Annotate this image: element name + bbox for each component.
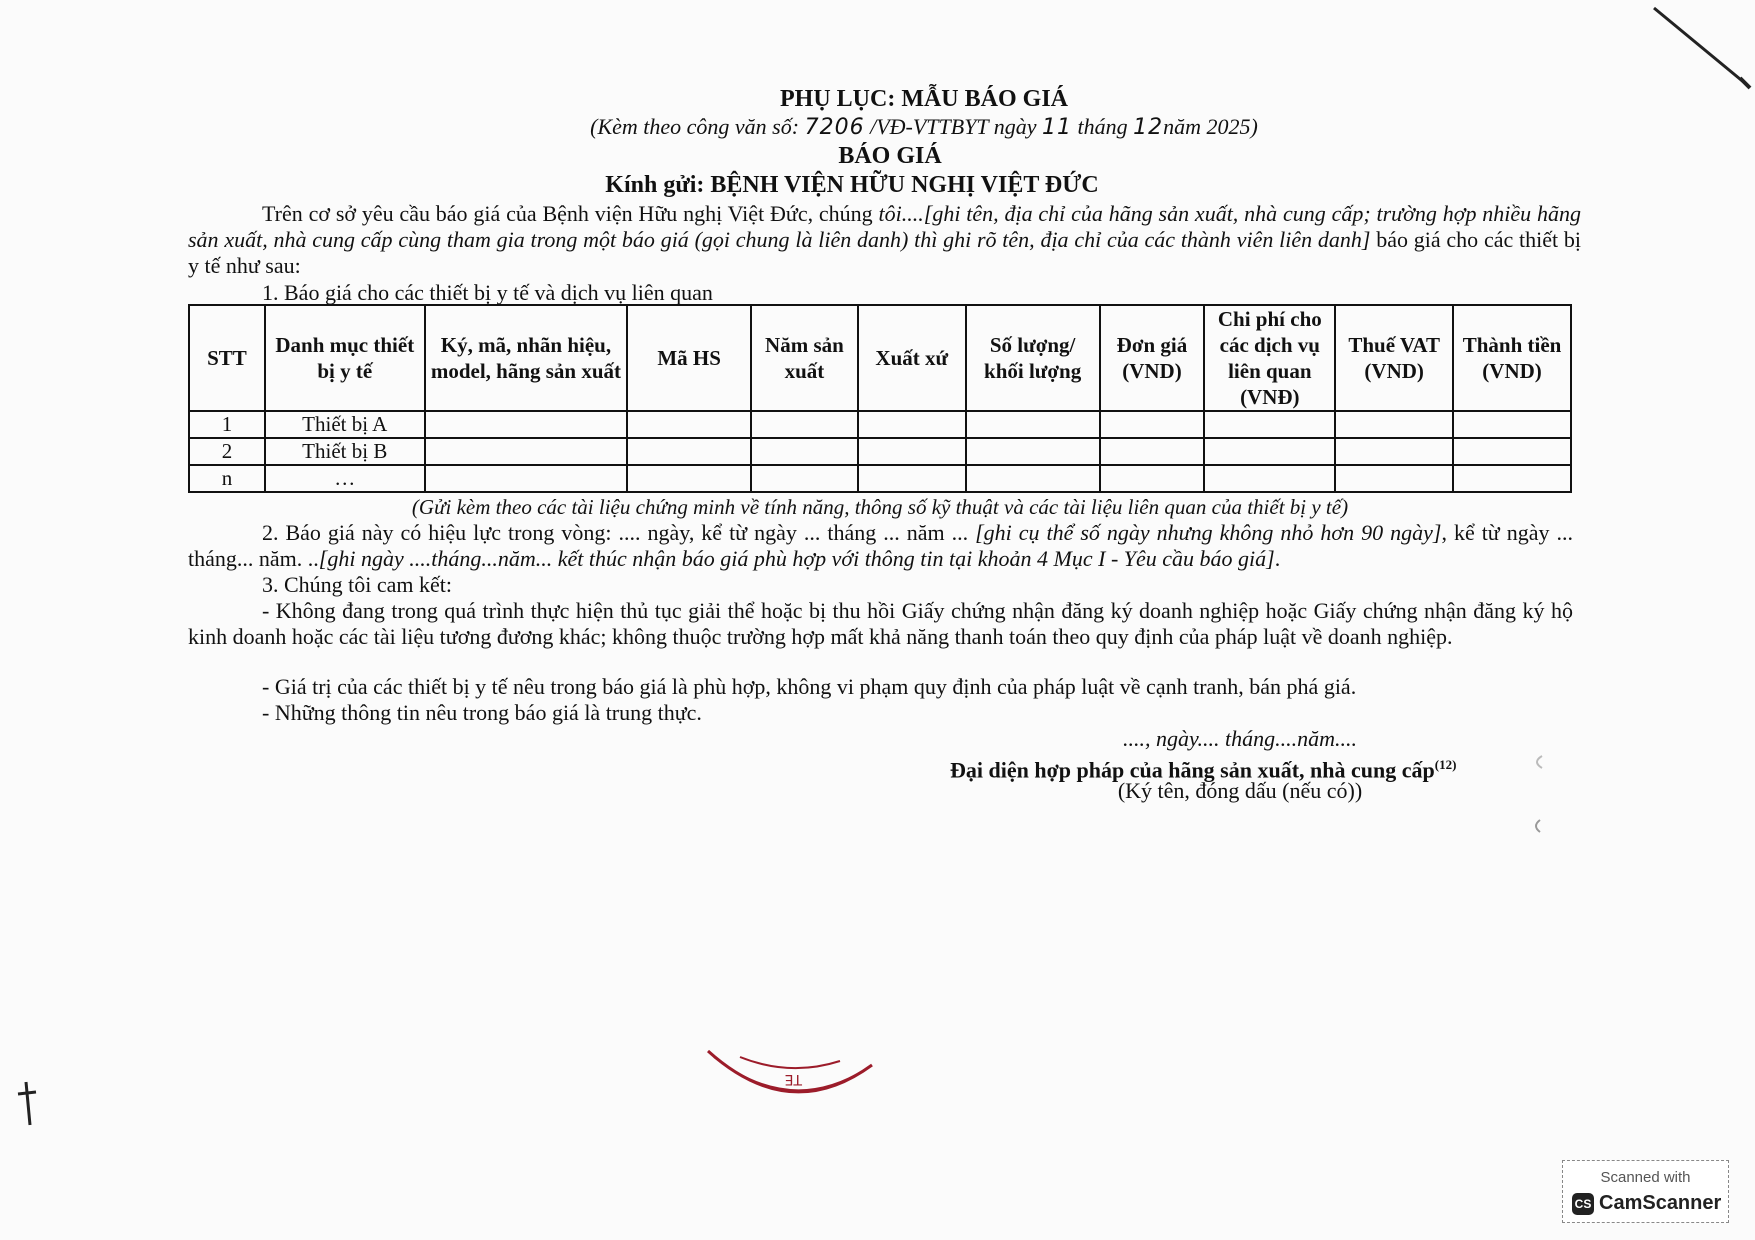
svg-text:TE: TE bbox=[784, 1071, 802, 1087]
appendix-title: PHỤ LỤC: MẪU BÁO GIÁ bbox=[780, 86, 1068, 112]
corner-scan-mark bbox=[1650, 0, 1755, 95]
section-2-italic-2: [ghi ngày ....tháng...năm... kết thúc nhận báo giá phù hợp với thông tin tại khoản 4 Mục I - Yêu cầu báo giá] bbox=[318, 546, 1275, 571]
intro-plain: Trên cơ sở yêu cầu báo giá của Bệnh viện Hữu nghị Việt Đức, chúng bbox=[262, 201, 873, 226]
row-device-name: Thiết bị A bbox=[265, 411, 425, 438]
recipient-line: Kính gửi: BỆNH VIỆN HỮU NGHỊ VIỆT ĐỨC bbox=[605, 172, 1099, 198]
handwritten-day: 11 bbox=[1042, 115, 1073, 140]
scanned-with-label: Scanned with bbox=[1600, 1169, 1691, 1186]
commitment-3: - Những thông tin nêu trong báo giá là trung thực. bbox=[262, 700, 702, 725]
signature-note: (Ký tên, đóng dấu (nếu có)) bbox=[1117, 778, 1363, 803]
attachment-month-label: tháng bbox=[1077, 114, 1128, 139]
col-header: Danh mục thiết bị y tế bbox=[265, 305, 425, 411]
intro-italic: tôi....[ghi tên, địa chỉ của hãng sản xuất, nhà cung cấp; trường hợp nhiều hãng sản xuất, nhà cung cấp cùng tham gia trong một báo giá (gọi chung là liên danh) thì ghi rõ tên, địa chỉ của các thành viên liên danh] bbox=[188, 201, 1582, 252]
section-2-end: . bbox=[1274, 546, 1281, 571]
table-row bbox=[189, 438, 1571, 465]
table-header-row bbox=[189, 305, 1571, 411]
signer-text: Đại diện hợp pháp của hãng sản xuất, nhà cung cấp bbox=[950, 757, 1435, 783]
row-stt: 1 bbox=[189, 411, 265, 438]
intro-paragraph bbox=[188, 201, 1581, 279]
col-header: Số lượng/ khối lượng bbox=[966, 305, 1100, 411]
quote-title: BÁO GIÁ bbox=[838, 143, 942, 169]
attachment-suffix: năm 2025) bbox=[1163, 114, 1258, 139]
handwritten-doc-number: 7206 bbox=[804, 115, 865, 140]
date-line: ...., ngày.... tháng....năm.... bbox=[1122, 726, 1358, 751]
row-stt: 2 bbox=[189, 438, 265, 465]
col-header: Năm sản xuất bbox=[751, 305, 858, 411]
quotation-table bbox=[188, 304, 1572, 493]
col-header: Xuất xứ bbox=[858, 305, 966, 411]
faint-marks bbox=[1526, 750, 1550, 840]
row-device-name: Thiết bị B bbox=[265, 438, 425, 465]
col-header: Đơn giá (VND) bbox=[1100, 305, 1205, 411]
attachment-line bbox=[0, 114, 1755, 141]
col-header: Thuế VAT (VND) bbox=[1335, 305, 1453, 411]
col-header: Mã HS bbox=[627, 305, 751, 411]
col-header: Chi phí cho các dịch vụ liên quan (VNĐ) bbox=[1204, 305, 1335, 411]
attachment-mid: /VĐ-VTTBYT ngày bbox=[870, 114, 1037, 139]
attachment-prefix: (Kèm theo công văn số: bbox=[590, 114, 800, 139]
signer-footnote: (12) bbox=[1434, 757, 1457, 772]
table-note: (Gửi kèm theo các tài liệu chứng minh về tính năng, thông số kỹ thuật và các tài liệu liên quan của thiết bị y tế) bbox=[411, 495, 1349, 519]
col-header: Ký, mã, nhãn hiệu, model, hãng sản xuất bbox=[425, 305, 628, 411]
camscanner-brand: CamScanner bbox=[1599, 1192, 1722, 1214]
margin-ink-mark bbox=[14, 1080, 44, 1130]
section-3-heading: 3. Chúng tôi cam kết: bbox=[262, 572, 453, 597]
col-header: STT bbox=[189, 305, 265, 411]
intro-end: báo giá cho các thiết bị y tế như sau: bbox=[188, 227, 1582, 278]
col-header: Thành tiền (VND) bbox=[1453, 305, 1571, 411]
section-2-paragraph bbox=[188, 520, 1573, 572]
section-2-plain-2: , kể từ ngày ... tháng... năm. .. bbox=[188, 520, 1573, 571]
camscanner-logo-icon: CS bbox=[1572, 1193, 1594, 1215]
section-1-heading: 1. Báo giá cho các thiết bị y tế và dịch vụ liên quan bbox=[262, 280, 713, 305]
camscanner-badge bbox=[1562, 1160, 1729, 1223]
seal-stamp-fragment bbox=[700, 1045, 880, 1105]
commitment-2: - Giá trị của các thiết bị y tế nêu trong báo giá là phù hợp, không vi phạm quy định của pháp luật về cạnh tranh, bán phá giá. bbox=[262, 674, 1357, 699]
handwritten-month: 12 bbox=[1133, 115, 1164, 140]
table-row bbox=[189, 411, 1571, 438]
row-stt: n bbox=[189, 465, 265, 492]
commitment-1: - Không đang trong quá trình thực hiện thủ tục giải thể hoặc bị thu hồi Giấy chứng nhận đăng ký doanh nghiệp hoặc Giấy chứng nhận đăng ký hộ kinh doanh hoặc các tài liệu tương đương khác; không thuộc trường hợp mất khả năng thanh toán theo quy định của pháp luật về doanh nghiệp. bbox=[188, 598, 1573, 649]
table-row bbox=[189, 465, 1571, 492]
section-2-italic: [ghi cụ thể số ngày nhưng không nhỏ hơn 90 ngày] bbox=[968, 520, 1442, 545]
row-device-name: … bbox=[265, 465, 425, 492]
section-2-plain: 2. Báo giá này có hiệu lực trong vòng: .... ngày, kể từ ngày ... tháng ... năm ... bbox=[262, 520, 969, 545]
